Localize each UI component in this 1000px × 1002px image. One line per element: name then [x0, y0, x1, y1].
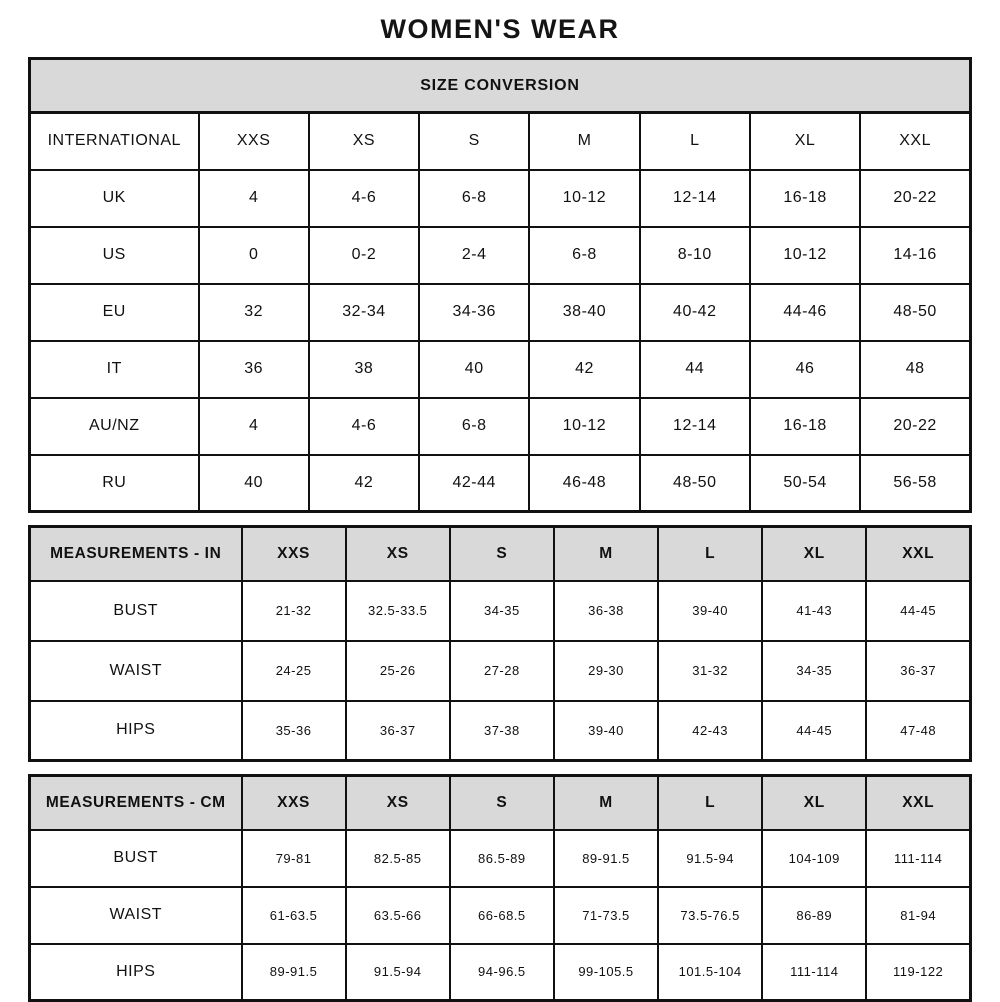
table-row	[30, 455, 971, 512]
international-header-row	[30, 113, 971, 170]
value-cell: 27-28	[450, 641, 554, 701]
size-header-cell: S	[450, 527, 554, 581]
size-header-cell: XL	[750, 113, 860, 170]
size-header-cell: XS	[309, 113, 419, 170]
value-cell: 20-22	[860, 398, 970, 455]
size-header-cell: XXS	[199, 113, 309, 170]
row-label-cell: US	[30, 227, 199, 284]
size-header-cell: XXL	[866, 776, 970, 830]
row-label-cell: IT	[30, 341, 199, 398]
value-cell: 4	[199, 398, 309, 455]
value-cell: 111-114	[762, 944, 866, 1001]
value-cell: 0-2	[309, 227, 419, 284]
value-cell: 89-91.5	[242, 944, 346, 1001]
value-cell: 50-54	[750, 455, 860, 512]
value-cell: 29-30	[554, 641, 658, 701]
row-label-cell: EU	[30, 284, 199, 341]
value-cell: 32-34	[309, 284, 419, 341]
size-header-cell: XXL	[860, 113, 970, 170]
value-cell: 66-68.5	[450, 887, 554, 944]
row-label-cell: WAIST	[30, 887, 242, 944]
size-header-cell: S	[419, 113, 529, 170]
value-cell: 32.5-33.5	[346, 581, 450, 641]
value-cell: 99-105.5	[554, 944, 658, 1001]
size-header-cell: XS	[346, 527, 450, 581]
row-label-cell: RU	[30, 455, 199, 512]
value-cell: 16-18	[750, 170, 860, 227]
value-cell: 36	[199, 341, 309, 398]
row-label-cell: BUST	[30, 830, 242, 887]
value-cell: 6-8	[529, 227, 639, 284]
table-row	[30, 284, 971, 341]
value-cell: 86.5-89	[450, 830, 554, 887]
page-title: WOMEN'S WEAR	[380, 14, 620, 44]
table-row	[30, 227, 971, 284]
size-header-cell: XL	[762, 527, 866, 581]
measurements-cm-header-row	[30, 776, 971, 830]
value-cell: 36-37	[346, 701, 450, 761]
value-cell: 24-25	[242, 641, 346, 701]
value-cell: 39-40	[658, 581, 762, 641]
value-cell: 39-40	[554, 701, 658, 761]
value-cell: 32	[199, 284, 309, 341]
value-cell: 42-44	[419, 455, 529, 512]
row-label-cell: HIPS	[30, 944, 242, 1001]
value-cell: 12-14	[640, 398, 750, 455]
value-cell: 71-73.5	[554, 887, 658, 944]
value-cell: 42	[309, 455, 419, 512]
value-cell: 82.5-85	[346, 830, 450, 887]
size-conversion-table	[28, 57, 972, 513]
measurements-cm-title: MEASUREMENTS - CM	[30, 776, 242, 830]
value-cell: 6-8	[419, 398, 529, 455]
value-cell: 41-43	[762, 581, 866, 641]
measurements-in-title: MEASUREMENTS - IN	[30, 527, 242, 581]
measurements-cm-table	[28, 774, 972, 1002]
value-cell: 40-42	[640, 284, 750, 341]
value-cell: 4-6	[309, 170, 419, 227]
size-header-cell: L	[640, 113, 750, 170]
row-label-cell: AU/NZ	[30, 398, 199, 455]
value-cell: 48	[860, 341, 970, 398]
value-cell: 10-12	[529, 398, 639, 455]
value-cell: 0	[199, 227, 309, 284]
table-row	[30, 887, 971, 944]
table-row	[30, 170, 971, 227]
value-cell: 38-40	[529, 284, 639, 341]
value-cell: 91.5-94	[658, 830, 762, 887]
value-cell: 34-35	[450, 581, 554, 641]
value-cell: 81-94	[866, 887, 970, 944]
size-header-cell: M	[554, 776, 658, 830]
row-label-cell: UK	[30, 170, 199, 227]
value-cell: 46-48	[529, 455, 639, 512]
value-cell: 12-14	[640, 170, 750, 227]
value-cell: 36-38	[554, 581, 658, 641]
value-cell: 44-45	[866, 581, 970, 641]
table-row	[30, 944, 971, 1001]
table-row	[30, 581, 971, 641]
value-cell: 2-4	[419, 227, 529, 284]
value-cell: 61-63.5	[242, 887, 346, 944]
measurements-in-header-row	[30, 527, 971, 581]
value-cell: 89-91.5	[554, 830, 658, 887]
size-conversion-header-band	[30, 59, 971, 113]
row-label-cell: BUST	[30, 581, 242, 641]
size-header-cell: XXL	[866, 527, 970, 581]
value-cell: 119-122	[866, 944, 970, 1001]
value-cell: 48-50	[640, 455, 750, 512]
measurements-in-table	[28, 525, 972, 762]
value-cell: 36-37	[866, 641, 970, 701]
size-header-cell: S	[450, 776, 554, 830]
table-row	[30, 341, 971, 398]
table-row	[30, 641, 971, 701]
value-cell: 40	[199, 455, 309, 512]
value-cell: 40	[419, 341, 529, 398]
size-header-cell: M	[554, 527, 658, 581]
value-cell: 91.5-94	[346, 944, 450, 1001]
value-cell: 44-46	[750, 284, 860, 341]
value-cell: 44-45	[762, 701, 866, 761]
value-cell: 94-96.5	[450, 944, 554, 1001]
row-label-cell: HIPS	[30, 701, 242, 761]
value-cell: 8-10	[640, 227, 750, 284]
value-cell: 42	[529, 341, 639, 398]
value-cell: 73.5-76.5	[658, 887, 762, 944]
size-header-cell: L	[658, 776, 762, 830]
value-cell: 47-48	[866, 701, 970, 761]
value-cell: 4	[199, 170, 309, 227]
value-cell: 48-50	[860, 284, 970, 341]
value-cell: 44	[640, 341, 750, 398]
value-cell: 101.5-104	[658, 944, 762, 1001]
size-header-cell: L	[658, 527, 762, 581]
value-cell: 38	[309, 341, 419, 398]
value-cell: 56-58	[860, 455, 970, 512]
value-cell: 16-18	[750, 398, 860, 455]
table-row	[30, 398, 971, 455]
size-conversion-title: SIZE CONVERSION	[30, 59, 971, 113]
table-row	[30, 701, 971, 761]
value-cell: 10-12	[750, 227, 860, 284]
size-header-cell: M	[529, 113, 639, 170]
value-cell: 4-6	[309, 398, 419, 455]
value-cell: 34-36	[419, 284, 529, 341]
value-cell: 31-32	[658, 641, 762, 701]
value-cell: 63.5-66	[346, 887, 450, 944]
size-header-cell: XS	[346, 776, 450, 830]
value-cell: 86-89	[762, 887, 866, 944]
row-label-cell: WAIST	[30, 641, 242, 701]
international-label-cell: INTERNATIONAL	[30, 113, 199, 170]
value-cell: 10-12	[529, 170, 639, 227]
value-cell: 35-36	[242, 701, 346, 761]
value-cell: 42-43	[658, 701, 762, 761]
size-header-cell: XXS	[242, 527, 346, 581]
table-row	[30, 830, 971, 887]
value-cell: 25-26	[346, 641, 450, 701]
value-cell: 37-38	[450, 701, 554, 761]
value-cell: 21-32	[242, 581, 346, 641]
value-cell: 34-35	[762, 641, 866, 701]
value-cell: 14-16	[860, 227, 970, 284]
size-header-cell: XL	[762, 776, 866, 830]
value-cell: 79-81	[242, 830, 346, 887]
value-cell: 6-8	[419, 170, 529, 227]
value-cell: 111-114	[866, 830, 970, 887]
value-cell: 46	[750, 341, 860, 398]
value-cell: 20-22	[860, 170, 970, 227]
value-cell: 104-109	[762, 830, 866, 887]
size-header-cell: XXS	[242, 776, 346, 830]
